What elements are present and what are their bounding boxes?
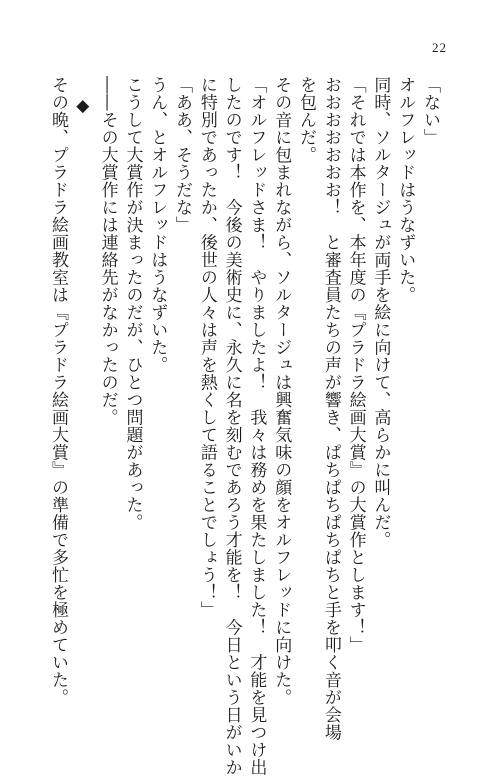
text-line: したのです！ 今後の美術史に、永久に名を刻むであろう才能を！ 今日という日がいか (221, 76, 242, 776)
text-line: 「ない」 (420, 76, 440, 146)
text-line: 「それでは本作を、本年度の『プラドラ絵画大賞』の大賞作とします！」 (345, 76, 366, 654)
text-line: 「ああ、そうだな」 (172, 76, 193, 234)
text-line: その晩、プラドラ絵画教室は『プラドラ絵画大賞』の準備で多忙を極めていた。 (48, 76, 69, 706)
text-line: その音に包まれながら、ソルタージュは興奮気味の顔をオルフレッドに向けた。 (271, 76, 292, 706)
section-break-diamond (70, 76, 95, 676)
text-line: に特別であったか、後世の人々は声を熱くして語ることでしょう！」 (196, 76, 217, 619)
diamond-icon: ◆ (72, 96, 93, 117)
text-line: おおおおおおお！ と審査員たちの声が響き、ぱちぱちぱちぱちと手を叩く音が会場 (320, 76, 341, 741)
text-line: オルフレッドはうなずいた。 (395, 76, 416, 304)
text-line: ――その大賞作には連絡先がなかったのだ。 (97, 76, 118, 426)
text-line: 同時、ソルタージュが両手を絵に向けて、高らかに叫んだ。 (370, 76, 391, 549)
text-line: 「オルフレッドさま！ やりましたよ！ 我々は務めを果たしました！ 才能を見つけ出 (246, 76, 267, 776)
text-line: こうして大賞作が決まったのだが、ひとつ問題があった。 (122, 76, 143, 531)
text-line: うん、とオルフレッドはうなずいた。 (147, 76, 168, 374)
vertical-text-body (45, 76, 442, 776)
text-line: を包んだ。 (296, 76, 317, 164)
page-number: 22 (432, 40, 447, 55)
